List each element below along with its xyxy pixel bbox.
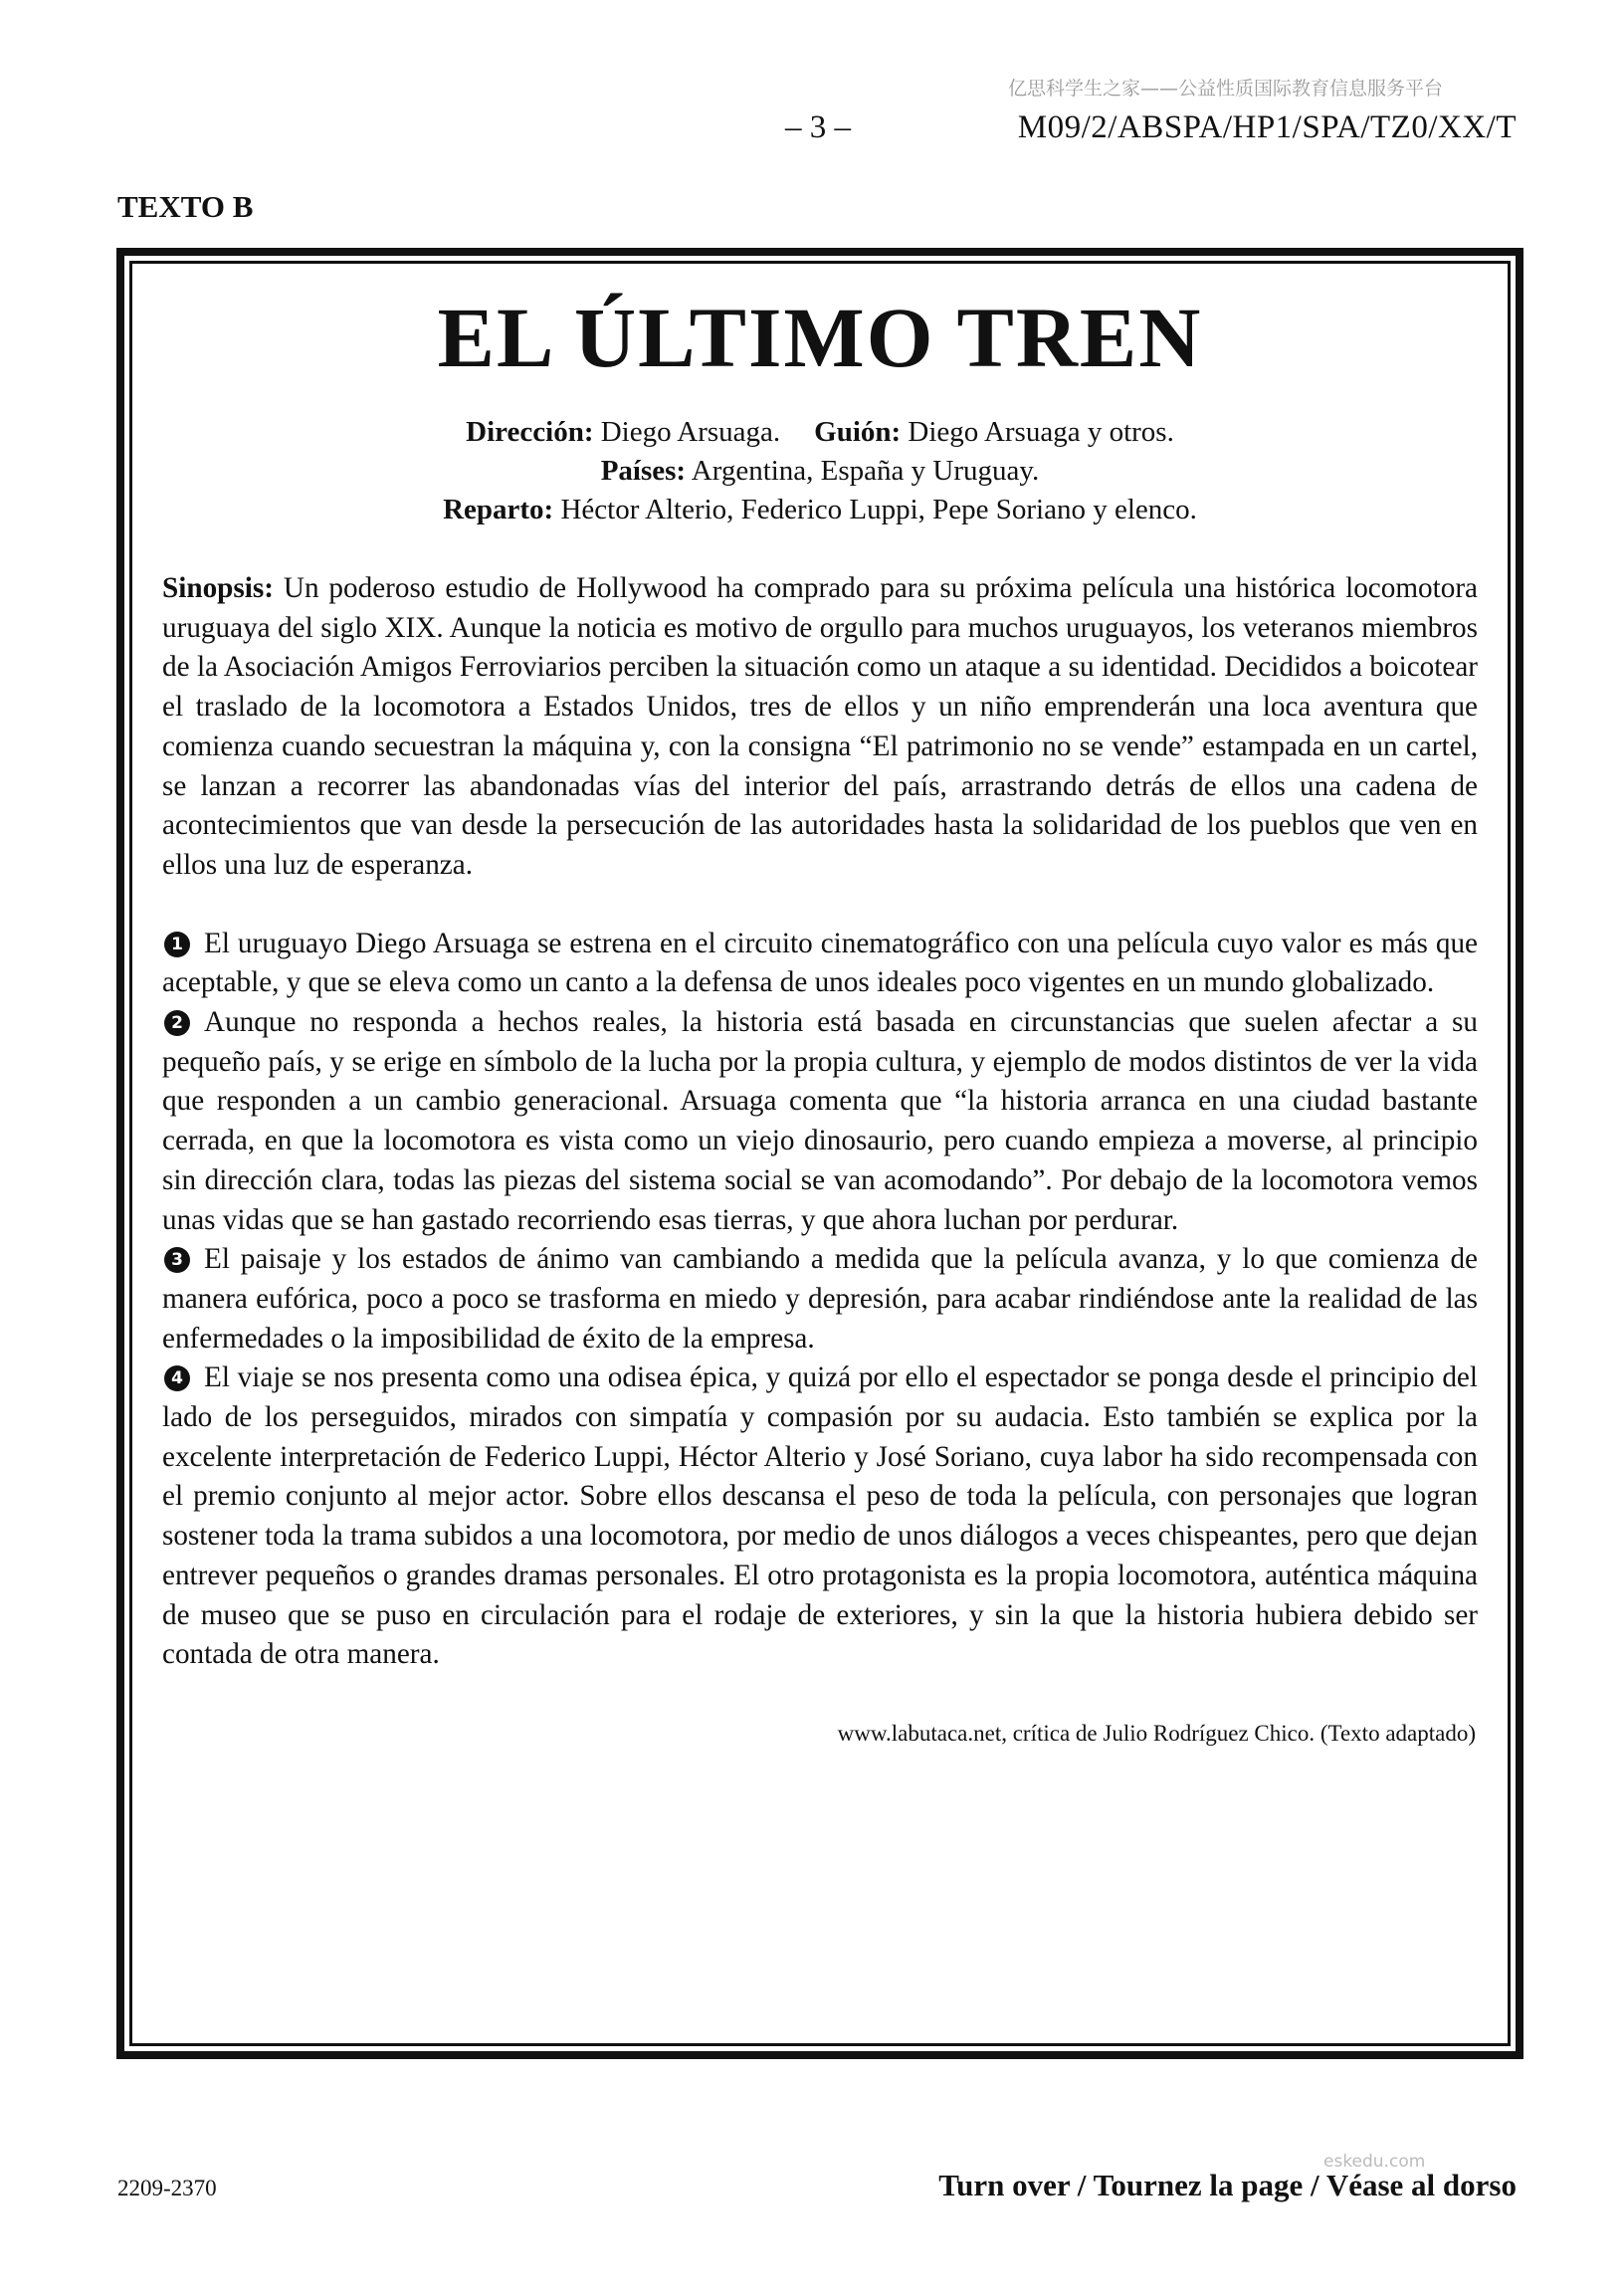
- guion-label: Guión:: [814, 416, 902, 448]
- page-number: – 3 –: [785, 109, 851, 145]
- review-paragraph-text: El viaje se nos presenta como una odisea épica, y quizá por ello el espectador se ponga desde el principio del lado de los perseguidos, mirados con simpatía y compasión por su audacia. Esto también se explica por la excelente interpretación de Federico Luppi, Héctor Alterio y José Soriano, cuya labor ha sido recompensada con el premio conjunto al mejor actor. Sobre ellos descansa el peso de toda la película, con personajes que logran sostener toda la trama subidos a una locomotora, por medio de unos diálogos a veces chispeantes, pero que dejan entrever pequeños o grandes dramas personales. El otro protagonista es la propia locomotora, auténtica máquina de museo que se puso en circulación para el rodaje de exteriores, y sin la que la historia hubiera debido ser contada de otra manera.: [162, 1361, 1478, 1671]
- synopsis: [162, 569, 1478, 886]
- review-paragraph-2: [162, 1003, 1478, 1240]
- article-frame-inner: [129, 261, 1511, 2046]
- review-paragraph-text: El uruguayo Diego Arsuaga se estrena en el circuito cinematográfico con una película cuyo valor es más que aceptable, y que se eleva como un canto a la defensa de unos ideales poco vigentes en un mundo globalizado.: [162, 927, 1478, 999]
- turn-over-note: Turn over / Tournez la page / Véase al dorso: [938, 2168, 1517, 2202]
- review-paragraph-4: [162, 1358, 1478, 1675]
- review-paragraph-text: Aunque no responda a hechos reales, la historia está basada en circunstancias que suelen afectar a su pequeño país, y se erige en símbolo de la lucha por la propia cultura, y ejemplo de modos distintos de ver la vida que responden a un cambio generacional. Arsuaga comenta que “la historia arranca en una ciudad bastante cerrada, en que la locomotora es vista como un viejo dinosaurio, pero cuando empieza a moverse, al principio sin dirección clara, todas las piezas del sistema social se van acomodando”. Por debajo de la locomotora vemos unas vidas que se han gastado recorriendo esas tierras, y que ahora luchan por perdurar.: [162, 1006, 1478, 1236]
- reparto-label: Reparto:: [443, 494, 554, 525]
- direccion-label: Dirección:: [466, 416, 594, 448]
- credits-line-3: [162, 491, 1478, 529]
- credits-line-2: [162, 452, 1478, 491]
- review-paragraph-1: [162, 925, 1478, 1003]
- paragraph-number-icon: 2: [164, 1010, 190, 1036]
- paragraph-number-icon: 4: [164, 1365, 190, 1391]
- guion-value: Diego Arsuaga y otros.: [908, 416, 1174, 448]
- article-frame: [116, 248, 1523, 2059]
- film-credits: [162, 413, 1478, 529]
- synopsis-label: Sinopsis:: [162, 572, 274, 604]
- review-paragraphs: [162, 925, 1478, 1675]
- direccion-value: Diego Arsuaga.: [600, 416, 781, 448]
- paises-label: Países:: [600, 455, 687, 487]
- paises-value: Argentina, España y Uruguay.: [691, 455, 1040, 487]
- header-watermark: 亿思科学生之家——公益性质国际教育信息服务平台: [1007, 78, 1443, 100]
- source-citation: www.labutaca.net, crítica de Julio Rodríguez Chico. (Texto adaptado): [837, 1720, 1476, 1746]
- review-paragraph-3: [162, 1240, 1478, 1358]
- paragraph-number-icon: 1: [164, 932, 190, 957]
- section-label: TEXTO B: [117, 189, 254, 224]
- reparto-value: Héctor Alterio, Federico Luppi, Pepe Soriano y elenco.: [560, 494, 1197, 525]
- credits-line-1: [162, 413, 1478, 452]
- article-title: EL ÚLTIMO TREN: [437, 290, 1203, 385]
- review-paragraph-text: El paisaje y los estados de ánimo van cambiando a medida que la película avanza, y lo que comienza de manera eufórica, poco a poco se trasforma en miedo y depresión, para acabar rindiéndose ante la realidad de las enfermedades o la imposibilidad de éxito de la empresa.: [162, 1243, 1478, 1355]
- footer-watermark: eskedu.com: [1323, 2152, 1426, 2172]
- paragraph-number-icon: 3: [164, 1247, 190, 1273]
- exam-code: M09/2/ABSPA/HP1/SPA/TZ0/XX/T: [1017, 109, 1517, 145]
- synopsis-text: Un poderoso estudio de Hollywood ha comprado para su próxima película una histórica locomotora uruguaya del siglo XIX. Aunque la noticia es motivo de orgullo para muchos uruguayos, los veteranos miembros de la Asociación Amigos Ferroviarios perciben la situación como un ataque a su identidad. Decididos a boicotear el traslado de la locomotora a Estados Unidos, tres de ellos y un niño emprenderán una loca aventura que comienza cuando secuestran la máquina y, con la consigna “El patrimonio no se vende” estampada en un cartel, se lanzan a recorrer las abandonadas vías del interior del país, arrastrando detrás de ellos una cadena de acontecimientos que van desde la persecución de las autoridades hasta la solidaridad de los pueblos que ven en ellos una luz de esperanza.: [162, 572, 1479, 881]
- footer-code: 2209-2370: [117, 2176, 217, 2200]
